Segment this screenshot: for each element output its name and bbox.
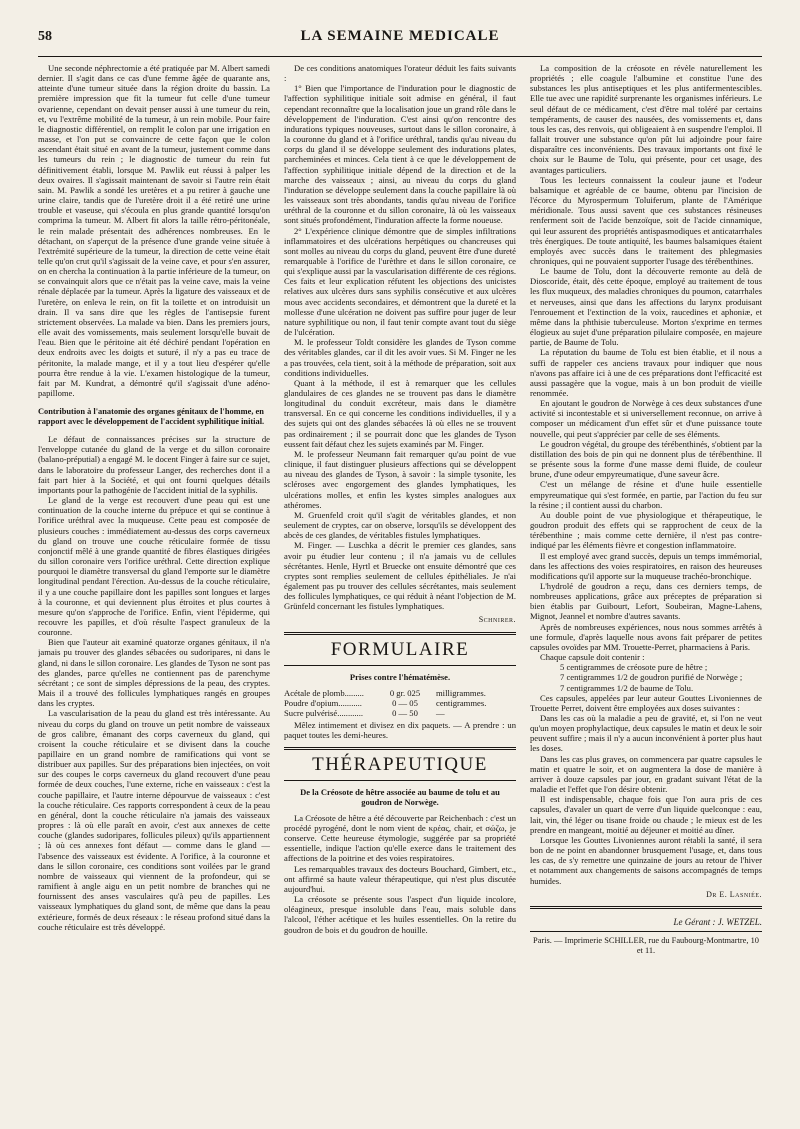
header-rule [38,56,762,57]
footer-divider [530,906,762,909]
recipe-unit: milligrammes. [436,687,486,698]
paragraph: M. le professeur Toldt considère les glandes de Tyson comme des véritables glandes, car il dit les avoir vues. Si M. Finger ne les a pas trouvées, cela tient, soit à la méthode de préparation, soit aux conditions individuelles. [284,337,516,378]
paragraph: Au double point de vue physiologique et thérapeutique, le goudron produit des effets qui se rapprochent de ceux de la térébenthine ; mais comme cette dernière, il n'est pas contre-indiqué par les éléments fièvre et congestion inflammatoire. [530,509,762,551]
title-rule [284,780,516,781]
section-divider [284,747,516,750]
recipe-ingredient: Sucre pulvérisé............ [284,708,363,719]
paragraph: Lorsque les Gouttes Livoniennes auront rétabli la santé, il sera bon de ne point en abandonner brusquement l'usage, et, dans tous les cas, de s'y remettre une quinzaine de jours au retour de l'hiver et notamment aux changements de saisons accompagnés de temps humides. [530,834,762,886]
journal-title: LA SEMAINE MEDICALE [300,28,500,44]
paragraph: Une seconde néphrectomie a été pratiquée par M. Albert samedi dernier. Il s'agit dans ce cas d'une femme âgée de quarante ans, atteinte d'une tumeur située dans la région droite du bassin. La première impression que fit la tumeur fut celle d'une tumeur ovarienne, cependant on devait penser aussi à une tumeur du rein, et, vu l'extrême mobilité de la tumeur, à un rein mobile. Pour faire le diagnostic différentiel, on remplit le colon par une irrigation en masse, et l'on put se convaincre de cette façon que le colon ascendant était situé en avant de la tumeur, justement comme dans les tumeurs du rein ; le diagnostic de tumeur du rein fut définitivement établi, lorsque M. Pawlik eut réussi à palper les deux ovaires. Il s'agissait maintenant de savoir si l'autre rein était sain. M. Pawlik a sondé les uretères et a pu retirer à gauche une urine claire, tandis que de l'uretère droit il a été retiré une urine trouble et vaseuse, qui s'écoula en plus grande quantité lorsqu'on comprima la tumeur. M. Albert fit alors la taille rétro-péritonéale, le rein malade présentait des adhérences nombreuses. En le détachant, on s'aperçut de la présence d'une grande veine située à l'extrémité supérieure de la tumeur, la direction de cette veine était telle qu'on crut qu'il s'agissait de la veine cave, et pour s'en assurer, on en chercha la continuation à la partie inférieure de la tumeur, on se convainquit alors que ce n'était pas la veine cave, mais la veine rénale déplacée par la tumeur. Après la ligature des vaisseaux et de l'uretère, on enleva le rein, on fit la toilette et on introduisit un drain. Il va sans dire que les règles de l'antisepsie furent strictement observées. La malade va bien. Dans les premiers jours, elle avait des vomissements, mais seulement lorsqu'elle buvait de l'eau. Bien que le péritoine ait été déchiré pendant l'opération en deux endroits avec les doigts et suturé, il n'y a pas eu trace de péritonite, la malade mange, et il y a tout lieu d'espérer qu'elle pourra être rendue à la vie. L'examen histologique de la tumeur, fait par M. Kundrat, a démontré qu'il s'agissait d'une adéno-papillome. [38,63,270,398]
paragraph: M. le professeur Neumann fait remarquer qu'au point de vue clinique, il faut distinguer plusieurs affections qui se développent au niveau des glandes de Tyson, à savoir : la simple tysonite, les scléroses avec engorgement des glandes lymphatiques, les ulcérations molles, et enfin les kystes simples analogues aux athéromes. [284,448,516,510]
section-title-anatomie: Contribution à l'anatomie des organes génitaux de l'homme, en rapport avec le développement de l'accident syphilitique initial. [38,407,265,427]
paragraph: Après de nombreuses expériences, nous nous sommes arrêtés à une formule, d'après laquelle nous avons fait préparer de petites capsules ovoïdes par MM. Trouette-Perret, pharmaciens à Paris. [530,621,762,652]
paragraph: La composition de la créosote en révèle naturellement les propriétés ; elle coagule l'albumine et constitue l'une des substances les plus antiseptiques et les plus antifermentescibles. Elle tue avec une rapidité surprenante les organismes inférieurs. Le seul défaut de ce médicament, c'est d'être mal toléré par certains tempéraments, de causer des nausées, des vomissements et, dans tous les cas, des renvois, qui obligeaient à en suspendre l'emploi. Il fallait trouver une substance qu'on pût lui adjoindre pour faire disparaître ces inconvénients. Des travaux importants ont fixé le choix sur le Baume de Tolu, qui présente, pour cet usage, des avantages particuliers. [530,63,762,175]
paragraph: Ces capsules, appelées par leur auteur Gouttes Livoniennes de Trouette Perret, doivent être employées aux doses suivantes : [530,692,762,713]
formulaire-subtitle: Prises contre l'hématémèse. [349,671,451,682]
paragraph: C'est un mélange de résine et d'une huile essentielle empyreumatique qui s'est formée, en partie, par l'action du feu sur la résine ; il contient aussi du charbon. [530,479,762,510]
list-item: 7 centigrammes 1/2 de baume de Tolu. [560,682,694,693]
paragraph: Il est employé avec grand succès, depuis un temps immémorial, dans les affections des voies respiratoires, en raison des heureuses modifications qu'il apporte sur la muqueuse trachéo-bronchique. [530,550,762,581]
paragraph: 2° L'expérience clinique démontre que de simples infiltrations inflammatoires et des ulcérations herpétiques ou chancreuses qui sont molles au niveau du corps du gland, peuvent être d'une dureté remarquable à l'orifice de l'urèthre et dans le sillon coronaire, ce qui s'explique aussi par la vascularisation différente de ces régions. Ces faits et leur explication réfutent les objections des unicistes relatives aux ulcères durs sans syphilis consécutive et aux ulcères mous avec accidents secondaires, et démontrent que la dureté et la mollesse d'une ulcération ne doivent pas suffire pour juger de leur nature syphilitique ou non, il faut tenir compte avant tout du siège de l'ulcération. [284,225,516,338]
paragraph: Les remarquables travaux des docteurs Bouchard, Gimbert, etc., ont affirmé sa haute valeur thérapeutique, qui n'est plus discutée aujourd'hui. [284,863,516,894]
paragraph: L'hydrolé de goudron a reçu, dans ces derniers temps, de nombreuses applications, grâce aux préceptes de préparation si bien établis par Guibourt, Lefort, Soubeiran, Magne-Lahens, Mignot, Jeannel et nombre d'autres savants. [530,580,762,622]
section-divider [284,632,516,635]
therapeutique-title: THÉRAPEUTIQUE [312,753,488,775]
paragraph: M. Finger. — Luschka a décrit le premier ces glandes, sans avoir pu étudier leur contenu ; il n'a jamais vu de cellules sécrétantes. Henle, Hyrtl et Bruecke ont ensuite démontré que ces cryptes sont remplies seulement de cellules épithéliales. Je n'ai également pas pu trouver des cellules sécrétantes, mais seulement des follicules lymphatiques, ce qui réduit à néant l'objection de M. Grünfeld concernant les fistules lymphatiques. [284,540,516,612]
paragraph: La Créosote de hêtre a été découverte par Reichenbach : c'est un procédé pyrogéné, dont le nom vient de κρέας, chair, et σώζω, je conserve. Cette heureuse étymologie, suggérée par sa propriété essentielle, indique l'action qu'elle exerce dans le traitement des affections de la poitrine et des voies respiratoires. [284,812,516,864]
therapeutique-subtitle: De la Créosote de hêtre associée au baume de tolu et au goudron de Norwège. [300,786,500,807]
list-item: 7 centigrammes 1/2 de goudron purifié de Norwège ; [560,672,743,683]
paragraph: Le goudron végétal, du groupe des térébenthinés, s'obtient par la distillation des bois de pin qui ne donnent plus de térébenthine. Il se présente sous la forme d'une masse demi fluide, de couleur brune, d'une odeur empyreumatique, d'une saveur âcre. [530,438,762,480]
footer-rule [530,931,762,932]
paragraph: Le baume de Tolu, dont la découverte remonte au delà de Dioscoride, était, dès cette époque, employé au traitement de tous les flux muqueux, des maladies chroniques du poumon, catarrhales et nerveuses, ainsi que dans les affections du larynx produisant l'enrouement et l'extinction de la voix, raucedines et aphoniæ, et même dans la phthisie tuberculeuse. Morton s'exprime en termes élogieux au sujet d'une préparation pilulaire composée, en majeure partie, de Baume de Tolu. [530,266,762,348]
paragraph: Quant à la méthode, il est à remarquer que les cellules glandulaires de ces glandes ne se trouvent pas dans le diamètre longitudinal du conduit excréteur, mais dans le diamètre transversal. En ce qui concerne les conditions individuelles, il y a des sujets qui ont des glandes sébacées là où elles ne se trouvent pas ordinairement ; il se pourrait donc que les glandes de Tyson eussent fait défaut chez les sujets examinés par M. Finger. [284,377,516,449]
recipe-dose: 0 — 05 [392,697,418,708]
recipe-unit: centigrammes. [436,697,487,708]
recipe-unit: — [436,708,445,719]
recipe-dose: 0 gr. 025 [389,687,421,698]
paragraph: Dans les cas plus graves, on commencera par quatre capsules le matin et quatre le soir, et on augmentera la dose de manière à arriver à douze capsules par jour, en gradant suivant l'état de la maladie et l'effet que l'on désire obtenir. [530,753,762,795]
paragraph: En ajoutant le goudron de Norwège à ces deux substances d'une activité si incontestable et si universellement reconnue, on arrive à composer un médicament d'un effet sûr et d'une puissance toute nouvelle, qui peut s'apprécier par celle de ses éléments. [530,398,762,439]
page-header [38,28,762,52]
column-2 [284,63,516,1103]
paragraph: Il est indispensable, chaque fois que l'on aura pris de ces capsules, d'avaler un quart de verre d'un liquide quelconque : eau, lait, vin, thé léger ou tisane froide ou chaude ; le mieux est de les prendre en mangeant, moitié au déjeuner et moitié au dîner. [530,794,762,835]
recipe-ingredient: Acétale de plomb......... [284,687,364,698]
gerant-line: Le Gérant : J. WETZEL. [673,916,762,927]
column-3 [530,63,762,1103]
paragraph: 1° Bien que l'importance de l'induration pour le diagnostic de l'affection syphilitique initiale soit admise en général, il faut cependant reconnaître que la localisation joue un grand rôle dans le développement de l'induration. C'est ainsi qu'on rencontre des indurations typiques nouveuses, surtout dans le sillon coronaire, à la couronne du gland et à l'orifice uréthral, tandis qu'au niveau du corps du gland il se développe seulement des indurations plates, parcheminées et minces. Cela tient à ce que le développement de l'affection syphilitique initiale dépend de la direction et de la marche des vaisseaux ; ainsi, au niveau du corps du gland l'induration se développe seulement dans la couche papillaire là où les vaisseaux sont très abondants, tandis qu'au niveau de l'orifice uréthral de la couronne et du sillon coronaire, là où les vaisseaux sont situés profondément, l'induration affecte la forme noueuse. [284,83,516,226]
text-columns [38,63,762,1103]
paragraph: Le gland de la verge est recouvert d'une peau qui est une continuation de la couche interne du prépuce et qui se continue à l'orifice uréthral avec la muqueuse. Cette peau est composée de plusieurs couches : immédiatement au-dessus des corps caverneux du gland on trouve une couche réticulaire formée de tissu conjonctif mêlé à une grande quantité de fibres élastiques dirigées du sillon coronaire vers l'orifice uréthral. Cette direction explique pourquoi le diamètre transversal du gland l'emporte sur le diamètre longitudinal pendant l'érection. Au-dessus de la couche réticulaire, il y a une couche papillaire dont les papilles sont longues et larges à la couronne, et qui deviennent plus étroites et plus courtes à mesure qu'on s'approche de l'orifice. Enfin, vient l'épiderme, qui recouvre les papilles, et d'où résulte l'aspect granuleux de la couronne. [38,495,270,638]
paragraph: M. Gruenfeld croit qu'il s'agit de véritables glandes, et non seulement de cryptes, car on observe, lorsqu'ils se développent des abcès de ces glandes, de véritables fistules lymphatiques. [284,509,516,541]
paragraph: La réputation du baume de Tolu est bien établie, et il nous a suffi de rappeler ces anciens travaux pour indiquer que nous n'avons pas affaire ici à une de ces préparations dont l'efficacité est aussi passagère que la vogue, mais à un bon produit de vieille renommée. [530,347,762,398]
paragraph: Chaque capsule doit contenir : [540,652,645,663]
paragraph: Tous les lecteurs connaissent la couleur jaune et l'odeur balsamique et agréable de ce baume, obtenu par l'incision de l'écorce du Myrospermum Toluiferum, plante de l'Amérique méridionale. Tous aussi savent que ces substances résineuses renferment soit de l'acide benzoïque, soit de l'acide cinnamique, qui leur assurent des propriétés antispasmodiques et anticatarrhales très énergiques. De toute antiquité, les baumes balsamiques étaient employés avec succès dans le traitement des phlegmasies chroniques, qui ne pouvaient supporter l'usage des térébenthines. [530,174,762,266]
paragraph: De ces conditions anatomiques l'orateur déduit les faits suivants : [284,63,516,84]
formulaire-title: FORMULAIRE [330,638,470,660]
recipe-row [284,698,516,708]
signature-schnirer: Schnirer. [478,615,516,625]
paragraph: Le défaut de connaissances précises sur la structure de l'enveloppe cutanée du gland de la verge et du sillon coronaire (balano-préputial) a engagé M. le docent Finger à faire sur ce sujet, dans le laboratoire du professeur Langer, des recherches dont il a fait part hier à la Société, et qui ont fourni quelques détails importants pour la pathogénie de l'accident initial de la syphilis. [38,434,270,495]
recipe-row [284,708,516,718]
paragraph: Mêlez intimement et divisez en dix paquets. — A prendre : un paquet toutes les demi-heures. [284,720,516,741]
paragraph: La créosote se présente sous l'aspect d'un liquide incolore, oléagineux, presque insoluble dans l'eau, mais soluble dans l'alcool, l'éther acétique et les huiles essentielles. On la retire du goudron de bois et du goudron de houille. [284,894,516,935]
paragraph: Dans les cas où la maladie a peu de gravité, et, si l'on ne veut qu'un moyen prophylactique, deux capsules le matin et deux le soir peuvent suffire ; mais il n'y a aucun inconvénient à porter plus haut les doses. [530,713,762,754]
list-item: 5 centigrammes de créosote pure de hêtre ; [560,662,708,673]
page-number: 58 [38,29,52,44]
paragraph: La vascularisation de la peau du gland est très intéressante. Au niveau du corps du gland on trouve un petit nombre de vaisseaux de gros calibre, émanant des corps caverneux du gland, qui croisent la couche réticulaire et se divisent dans la couche papillaire en un grand nombre de ramifications qui vont se distribuer aux papilles. Sur des préparations bien injectées, on voit sur des coupes le corps caverneux du gland recouvert d'une peau formée de deux couches, l'une externe, riche en vaisseaux : c'est la couche papillaire, et l'autre interne dépourvue de vaisseaux : c'est la couche réticulaire. Ces rapports correspondent à ceux de la peau en général, dont la couche réticulaire n'a jamais des vaisseaux propres : là où elle paraît en avoir, c'est aux annexes de cette couche (glandes sudoripares, follicules pileux) qu'ils appartiennent ; là où ces annexes font défaut — comme dans le gland — l'absence des vaisseaux est évidente. A l'orifice, à la couronne et dans le sillon coronaire, ces conditions sont voilées par le grand nombre de vaisseaux qui viennent de la profondeur, qui se ramifient à angle aigu en un petit nombre de branches qui ne fournissent des anses vasculaires qu'à peu de papilles. Les vaisseaux lymphatiques du gland sont, de même que dans la peau extérieure, formés de deux réseaux : le réseau profond situé dans la couche réticulaire est très développé. [38,708,270,932]
paragraph: Bien que l'auteur ait examiné quatorze organes génitaux, il n'a jamais pu trouver des glandes sébacées ou sudoripares, ni dans le gland, ni dans le sillon coronaire. Les glandes de Tyson ne sont pas des glandes, parce qu'elles ne contiennent pas de parenchyme sécrétant ; ce sont de simples dépressions de la peau, des cryptes. Mais il a trouvé des follicules lymphatiques rangés en groupes dans les cryptes. [38,637,270,709]
recipe-dose: 0 — 50 [392,708,418,719]
recipe-row [284,688,516,698]
recipe-ingredient: Poudre d'opium........... [284,697,362,708]
recipe-table [284,688,516,718]
printer-imprint: Paris. — Imprimerie SCHILLER, rue du Faubourg-Montmartre, 10 et 11. [533,935,759,955]
signature-lasniee: Dr E. Lasniée. [706,889,762,899]
title-rule [284,665,516,666]
column-1 [38,63,270,1103]
